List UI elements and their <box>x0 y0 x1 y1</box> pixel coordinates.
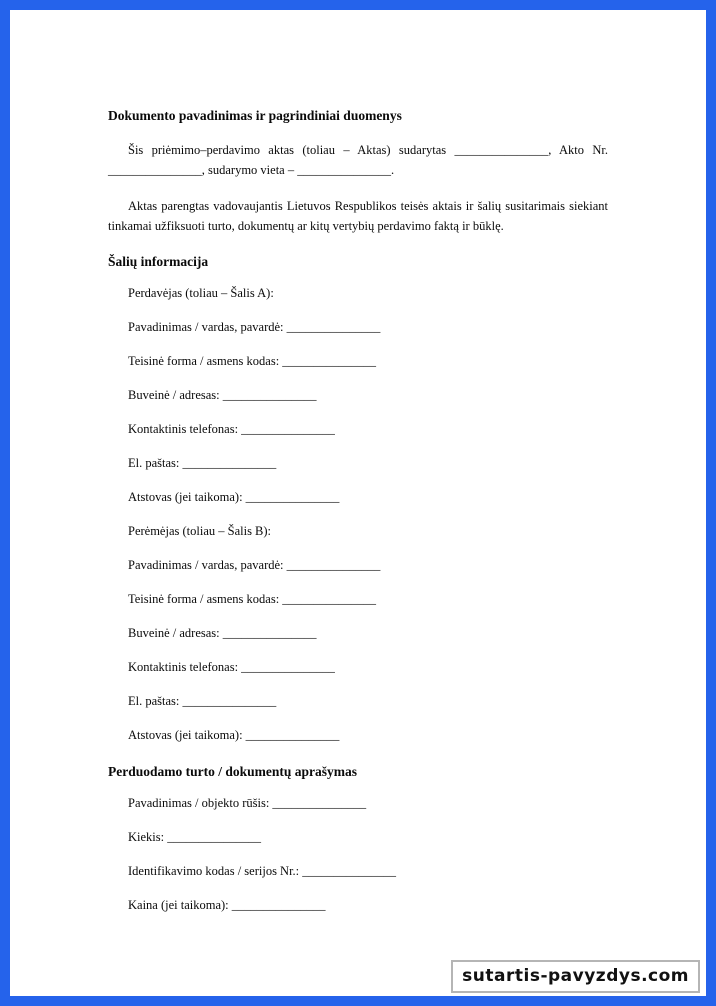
field-party-a-legal-form: Teisinė forma / asmens kodas: _______________ <box>128 354 377 368</box>
field-party-b-phone: Kontaktinis telefonas: _______________ <box>128 660 335 674</box>
section-heading-property-description: Perduodamo turto / dokumentų aprašymas <box>108 764 358 779</box>
section-heading-document-title-and-data: Dokumento pavadinimas ir pagrindiniai duomenys <box>108 108 402 123</box>
field-party-a-label: Perdavėjas (toliau – Šalis A): <box>128 286 274 300</box>
field-party-b-representative: Atstovas (jei taikoma): _______________ <box>128 728 340 742</box>
watermark-text: sutartis-pavyzdys.com <box>462 966 689 986</box>
field-party-b-label: Perėmėjas (toliau – Šalis B): <box>128 524 272 538</box>
field-object-type: Pavadinimas / objekto rūšis: _______________ <box>128 796 367 810</box>
field-party-a-name: Pavadinimas / vardas, pavardė: _______________ <box>128 320 381 334</box>
section-heading-parties-info: Šalių informacija <box>108 254 209 269</box>
field-identification-code: Identifikavimo kodas / serijos Nr.: _______________ <box>128 864 397 878</box>
intro-paragraph-legal-basis: Aktas parengtas vadovaujantis Lietuvos Respublikos teisės aktais ir šalių susitarimais siekiant tinkamai užfiksuoti turto, dokumentų ar kitų vertybių perdavimo faktą ir būklę. <box>108 199 608 233</box>
field-party-b-email: El. paštas: _______________ <box>128 694 277 708</box>
field-party-a-representative: Atstovas (jei taikoma): _______________ <box>128 490 340 504</box>
field-party-a-email: El. paštas: _______________ <box>128 456 277 470</box>
watermark-badge <box>451 960 700 993</box>
intro-paragraph-act-details: Šis priėmimo–perdavimo aktas (toliau – Aktas) sudarytas _______________, Akto Nr. _______________, sudarymo vieta – _______________. <box>108 143 608 177</box>
field-quantity: Kiekis: _______________ <box>128 830 261 844</box>
field-party-a-phone: Kontaktinis telefonas: _______________ <box>128 422 335 436</box>
document-content <box>108 10 608 932</box>
field-party-b-address: Buveinė / adresas: _______________ <box>128 626 317 640</box>
field-party-a-address: Buveinė / adresas: _______________ <box>128 388 317 402</box>
field-party-b-legal-form: Teisinė forma / asmens kodas: _______________ <box>128 592 377 606</box>
field-party-b-name: Pavadinimas / vardas, pavardė: _______________ <box>128 558 381 572</box>
field-price: Kaina (jei taikoma): _______________ <box>128 898 326 912</box>
